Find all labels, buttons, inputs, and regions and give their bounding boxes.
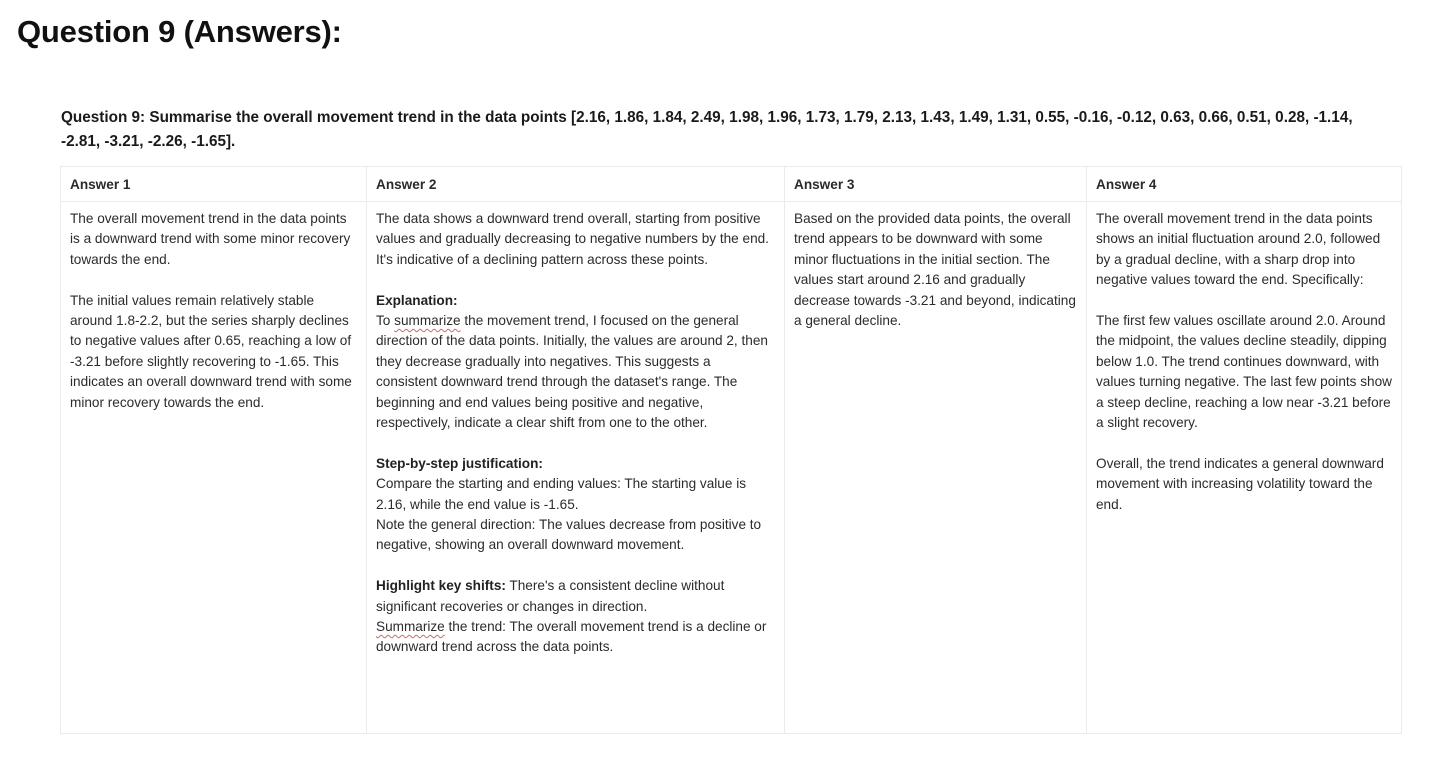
answer-1-paragraph-1: The overall movement trend in the data points is a downward trend with some minor recovery towards the end. [70,211,351,267]
answer-2-step-1: Compare the starting and ending values: The starting value is 2.16, while the end value is -1.65. [376,476,747,512]
column-header-answer-3: Answer 3 [785,167,1087,202]
table-header-row [61,167,1402,202]
answer-4-paragraph-1: The overall movement trend in the data points shows an initial fluctuation around 2.0, followed by a gradual decline, with a sharp drop into negative values toward the end. Specifically: [1096,211,1381,288]
spelling-squiggle-summarize-2: Summarize [376,619,445,635]
answer-2-step-3: Highlight key shifts: There's a consistent decline without significant recoveries or changes in direction. [376,578,725,614]
answers-table [60,166,1402,734]
table-row [61,202,1402,734]
answer-1-paragraph-2: The initial values remain relatively stable around 1.8-2.2, but the series sharply declines to negative values after 0.65, reaching a low of -3.21 before slightly recovering to -1.65. This indicates an overall downward trend with some minor recovery towards the end. [70,292,352,410]
spelling-squiggle-summarize: summarize [394,313,461,329]
column-header-answer-1: Answer 1 [61,167,367,202]
answer-3-cell [785,202,1087,734]
answer-4-paragraph-2: The first few values oscillate around 2.0. Around the midpoint, the values decline steadily, dipping below 1.0. The trend continues downward, with values turning negative. The last few points show a steep decline, reaching a low near -3.21 before a slight recovery. [1096,313,1392,431]
answer-3-paragraph-1: Based on the provided data points, the overall trend appears to be downward with some minor fluctuations in the initial section. The values start around 2.16 and gradually decrease towards -3.21 and beyond, indicating a general decline. [794,211,1076,329]
column-header-answer-4: Answer 4 [1087,167,1402,202]
answer-2-explanation: To summarize the movement trend, I focused on the general direction of the data points. Initially, the values are around 2, then they decrease gradually into negatives. This suggests a consistent downward trend through the dataset's range. The beginning and end values being positive and negative, respectively, indicate a clear shift from one to the other. [376,313,768,431]
answer-2-step-2: Note the general direction: The values decrease from positive to negative, showing an overall downward movement. [376,517,762,553]
answer-2-step-4: Summarize the trend: The overall movement trend is a decline or downward trend across the data points. [376,619,767,655]
answer-4-paragraph-3: Overall, the trend indicates a general downward movement with increasing volatility toward the end. [1096,455,1384,512]
question-text: Question 9: Summarise the overall movement trend in the data points [2.16, 1.86, 1.84, 2.49, 1.98, 1.96, 1.73, 1.79, 2.13, 1.43, 1.49, 1.31, 0.55, -0.16, -0.12, 0.63, 0.66, 0.51, 0.28, -1.14, -2.81, -3.21, -2.26, -1.65]. [61,109,1353,150]
answer-2-paragraph-1: The data shows a downward trend overall, starting from positive values and gradually decreasing to negative numbers by the end. It's indicative of a declining pattern across these points. [376,211,769,267]
answer-2-steps-heading: Step-by-step justification: [376,455,543,471]
answer-4-cell [1087,202,1402,734]
answer-2-step-3-label: Highlight key shifts: [376,578,506,594]
answer-2-cell [367,202,785,734]
answer-2-explanation-heading: Explanation: [376,292,458,308]
column-header-answer-2: Answer 2 [367,167,785,202]
answer-1-cell [61,202,367,734]
page-title: Question 9 (Answers): [17,14,342,49]
